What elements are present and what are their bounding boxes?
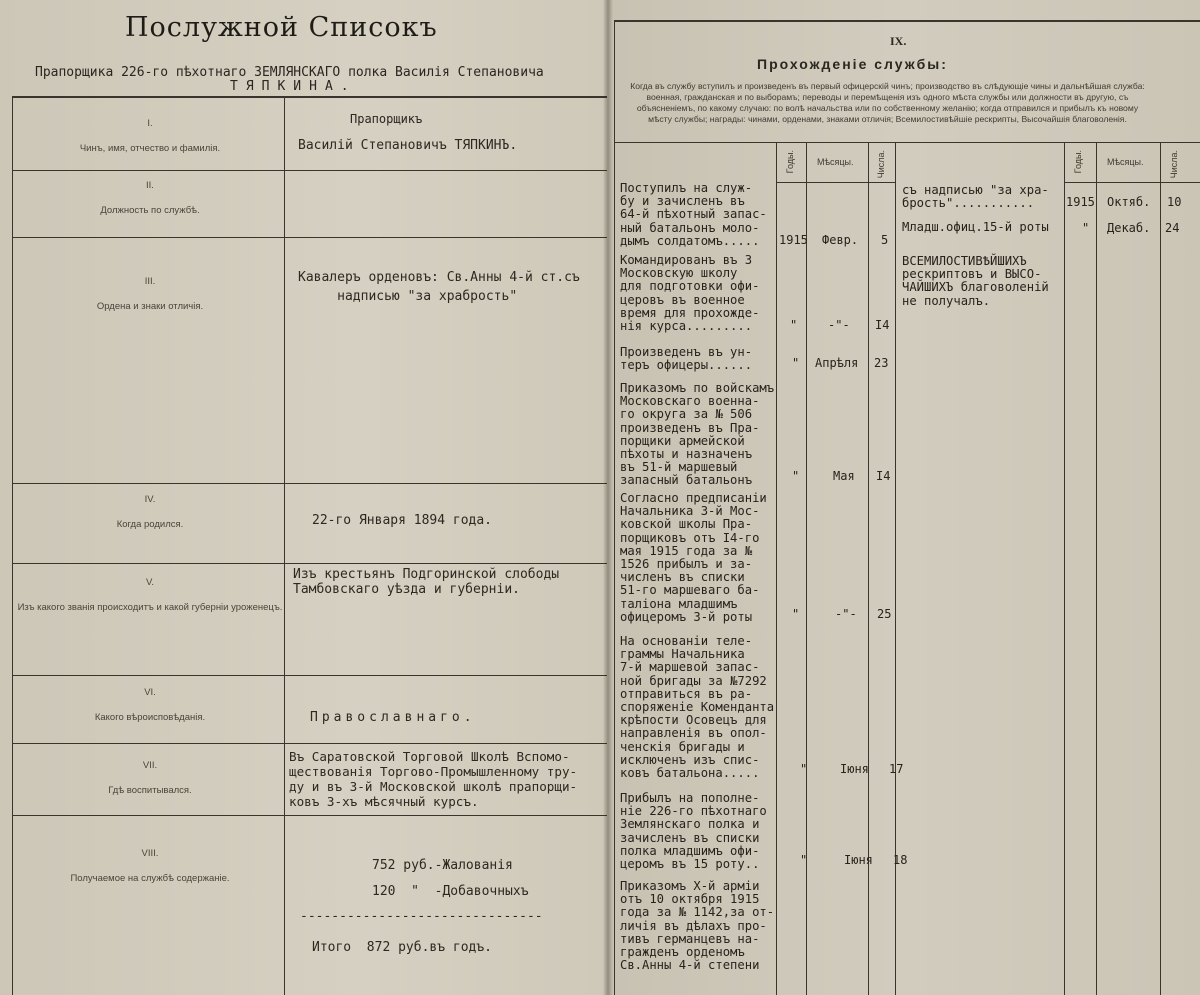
row-caption: Гдѣ воспитывался.	[108, 785, 192, 796]
entry-year: "	[792, 356, 800, 370]
service-entry: На основаніи теле- граммы Начальника 7-й маршевой запас- ной бригады за №7292 отправиться въ ра- споряженіе Коменданта крѣпости Осовецъ для направленія въ опол- ченскія бригады и исключенъ изъ спис- ковъ батальона.....	[620, 634, 775, 781]
entry-month: Апрѣля	[815, 356, 859, 370]
col-divider-text2	[895, 142, 896, 995]
entry-year: "	[800, 853, 808, 867]
entry-day: 5	[881, 233, 889, 247]
entry-day: 25	[877, 607, 892, 621]
value-orders: Кавалеръ орденовъ: Св.Анны 4-й ст.съ надписью "за храбрость"	[298, 270, 580, 304]
row-divider	[12, 170, 607, 171]
row-number: III.	[144, 276, 156, 287]
entry-month: -"-	[828, 318, 850, 332]
col-header-days-2: Числа.	[1169, 150, 1179, 179]
row-label-position	[15, 180, 285, 216]
entry-year: 1915	[779, 233, 808, 247]
column-header: Прапорщикъ	[350, 112, 423, 126]
service-entry: Согласно предписаніи Начальника 3-й Мос- ковской школы Пра- порщиковъ отъ I4-го мая 1915 года за № 1526 прибылъ и за- численъ въ списки 51-го маршеваго ба- таліона младшимъ офицеромъ 3-й роты	[620, 491, 767, 624]
section-description: Когда въ службу вступилъ и произведенъ въ первый офицерскій чинъ; производство въ слѣдующіе чины и дальнѣйшая служба: военная, гражданская и по выборамъ; переводы и перемѣщенія изъ одного мѣста службы или должности въ другую, съ объясненіемъ, по какому случаю: по волѣ начальства или по собственному желанію; когда отправился и прибылъ къ новому мѣсту службы; награды: чинами, орденами, знаками отличія; Всемилостивѣйшіе рескрипты, Высочайшія благоволенія.	[630, 81, 1145, 124]
row-number: VI.	[144, 687, 156, 698]
right-top-border	[614, 20, 1200, 22]
col-header-years-2: Годы.	[1073, 150, 1083, 174]
entry-month-2: Декаб.	[1107, 221, 1151, 235]
col-header-months: Мѣсяцы.	[817, 157, 854, 167]
row-divider	[12, 743, 607, 744]
col-divider-months2	[1096, 142, 1097, 995]
entry-day: 23	[874, 356, 889, 370]
row-label-rank	[15, 118, 285, 154]
row-caption: Получаемое на службѣ содержаніе.	[70, 873, 230, 884]
entry-month: -"-	[835, 607, 857, 621]
table-top-border	[12, 96, 607, 98]
service-entry: Командированъ въ 3 Московскую школу для подготовки офи- церовъ въ военное время для прохожде- нія курса.........	[620, 253, 760, 334]
row-number: V.	[145, 577, 155, 588]
row-number: VIII.	[141, 848, 159, 859]
row-number: IV.	[144, 494, 156, 505]
service-entry-2: ВСЕМИЛОСТИВѢЙШИХЪ рескриптовъ и ВЫСО- ЧАЙШИХЪ благоволеній не получалъ.	[902, 254, 1049, 308]
subtitle-surname: ТЯПКИНА.	[230, 79, 357, 94]
row-label-birth	[15, 494, 285, 530]
salary-line-1: 752 руб.-Жалованія	[372, 858, 513, 873]
row-label-orders	[15, 276, 285, 312]
entry-month-2: Октяб.	[1107, 195, 1151, 209]
salary-total: Итого 872 руб.въ годъ.	[312, 940, 493, 955]
entry-month: Февр.	[822, 233, 859, 247]
section-title: Прохожденіе службы:	[757, 56, 948, 72]
col-divider-years2	[1064, 142, 1065, 995]
service-entry: Произведенъ въ ун- теръ офицеры......	[620, 345, 753, 373]
entry-day: 17	[889, 762, 904, 776]
entry-day-2: 24	[1165, 221, 1180, 235]
col-header-months-2: Мѣсяцы.	[1107, 157, 1144, 167]
value-education: Въ Саратовской Торговой Школѣ Вспомо- ществованія Торгово-Промышленному тру- ду и въ 3-й Московской школѣ прапорщи- ковъ 3-хъ мѣсячный курсъ.	[289, 749, 578, 809]
entry-year-2: 1915	[1066, 195, 1095, 209]
entry-month: Іюня	[840, 762, 869, 776]
table-left-border	[12, 96, 13, 995]
salary-separator: -------------------------------	[300, 909, 543, 924]
document-title: Послужной Списокъ	[125, 12, 438, 43]
row-number: I.	[147, 118, 153, 129]
col-divider-days	[868, 142, 869, 995]
subtitle-rank-name: Прапорщика 226-го пѣхотнаго ЗЕМЛЯНСКАГО полка Василія Степановича	[35, 65, 544, 80]
col-divider-years	[776, 142, 777, 995]
entry-year-2: "	[1082, 221, 1090, 235]
section-number: IX.	[890, 34, 907, 48]
row-label-origin	[15, 577, 285, 613]
row-divider	[12, 675, 607, 676]
row-divider	[12, 237, 607, 238]
entry-year: "	[790, 318, 798, 332]
row-number: VII.	[142, 760, 158, 771]
col-header-days: Числа.	[876, 150, 886, 179]
service-entry: Приказомъ по войскамъ Московскаго военна- го округа за № 506 произведенъ въ Пра- порщики армейской пѣхоты и назначенъ въ 51-й маршевый запасный батальонъ	[620, 381, 775, 488]
row-divider	[12, 563, 607, 564]
entry-month: Іюня	[844, 853, 873, 867]
col-header-years: Годы.	[785, 150, 795, 174]
entry-day: 18	[893, 853, 908, 867]
row-caption: Изъ какого званія происходитъ и какой губерніи уроженецъ.	[17, 602, 283, 613]
row-divider	[12, 815, 607, 816]
row-caption: Когда родился.	[116, 519, 184, 530]
row-number: II.	[146, 180, 154, 191]
entry-year: "	[792, 469, 800, 483]
col-head-divider	[1064, 182, 1200, 183]
row-label-religion	[15, 687, 285, 723]
service-entry: Поступилъ на служ- бу и зачисленъ въ 64-й пѣхотный запас- ный батальонъ моло- дымъ солдатомъ.....	[620, 181, 767, 248]
right-left-border	[614, 20, 615, 995]
entry-year: "	[800, 762, 808, 776]
entry-month: Мая	[833, 469, 855, 483]
header-divider	[614, 142, 1200, 143]
row-label-education	[15, 760, 285, 796]
col-divider-days2	[1160, 142, 1161, 995]
row-caption: Должность по службѣ.	[100, 205, 200, 216]
service-entry-2: Младш.офиц.15-й роты	[902, 220, 1049, 234]
salary-line-2: 120 " -Добавочныхъ	[372, 884, 529, 899]
entry-year: "	[792, 607, 800, 621]
value-origin: Изъ крестьянъ Подгоринской слободы Тамбовскаго уѣзда и губерніи.	[293, 567, 560, 597]
row-label-salary	[15, 848, 285, 884]
row-caption: Какого вѣроисповѣданія.	[94, 712, 206, 723]
row-divider	[12, 483, 607, 484]
service-entry: Прибылъ на пополне- ніе 226-го пѣхотнаго Землянскаго полка и зачисленъ въ списки полка младшимъ офи- церомъ въ 15 роту..	[620, 791, 767, 872]
value-religion: Православнаго.	[310, 710, 476, 725]
service-entry: Приказомъ X-й арміи отъ 10 октября 1915 года за № 1142,за от- личія въ дѣлахъ про- тивъ германцевъ на- гражденъ орденомъ Св.Анны 4-й степени	[620, 879, 775, 973]
entry-day-2: 10	[1167, 195, 1182, 209]
row-caption: Ордена и знаки отличія.	[96, 301, 204, 312]
service-entry-2: съ надписью "за хра- брость"...........	[902, 183, 1049, 211]
value-birth: 22-го Января 1894 года.	[312, 513, 493, 528]
entry-day: I4	[876, 469, 891, 483]
row-caption: Чинъ, имя, отчество и фамилія.	[79, 143, 221, 154]
entry-day: I4	[875, 318, 890, 332]
value-rank-name: Василій Степановичъ ТЯПКИНЪ.	[298, 138, 518, 153]
col-head-divider	[776, 182, 896, 183]
col-divider-months	[806, 142, 807, 995]
